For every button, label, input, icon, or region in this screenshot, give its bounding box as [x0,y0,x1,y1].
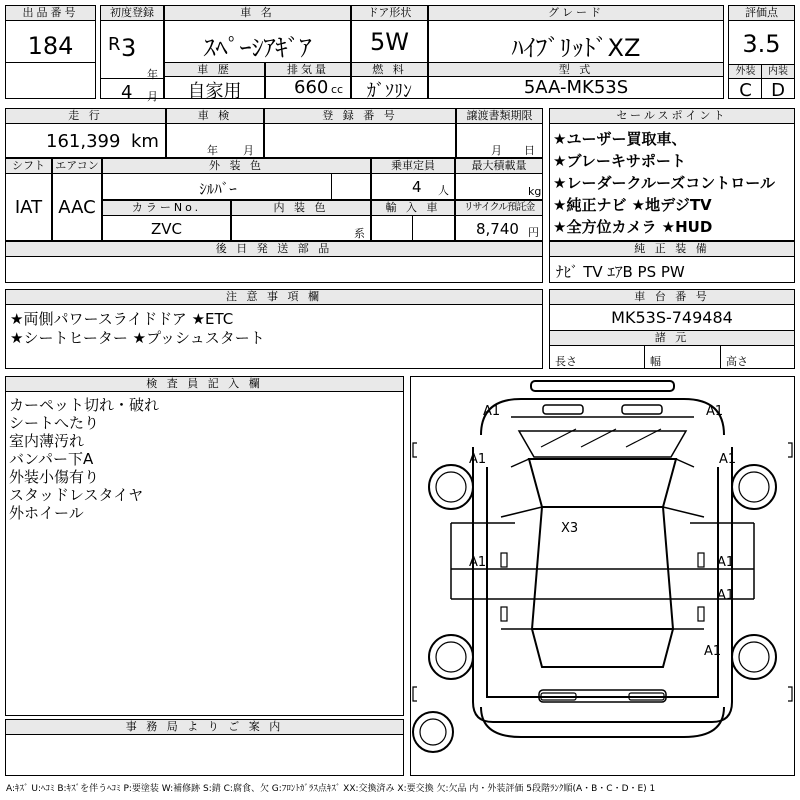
lot-number: 184 [27,32,74,60]
fuel-label: 燃 料 [352,63,427,77]
int-color-unit: 系 [354,227,365,240]
load-box [455,158,543,200]
car-name: ｽﾍﾟｰｼｱｷﾞｱ [203,34,312,62]
length-label: 長さ [555,355,577,368]
int-label: 内装 [762,65,794,79]
inspection-box [166,108,264,158]
inspector-label: 検 査 員 記 入 欄 [6,377,403,392]
car-diagram [410,376,795,776]
transfer-box [456,108,543,158]
inspector-note: 外ホイール [9,504,84,522]
air-conditioner: AAC [58,197,96,218]
inspector-note: シートへたり [9,414,100,432]
equipment-box [549,241,795,283]
sales-point: ★ユーザー買取車、 [553,130,687,148]
int-grade: D [771,80,785,101]
color-box [102,158,371,200]
mark-front-left: A1 [483,404,501,419]
model: 5AA-MK53S [523,77,629,98]
int-color-label: 内 装 色 [232,201,370,216]
dims-box [549,330,795,369]
score: 3.5 [742,30,781,58]
caution-line: ★シートヒーター ★プッシュスタート [10,329,265,347]
color-label: 外 装 色 [103,159,370,174]
legend-footer: A:ｷｽﾞ U:ﾍｺﾐ B:ｷｽﾞを伴うﾍｺﾐ P:要塗装 W:補修跡 S:錆 C:腐食、欠 G:ﾌﾛﾝﾄｶﾞﾗｽ点ｷｽﾞ XX:交換済み X:要交換 欠:欠品 内・外装評価 5段階ﾗﾝｸ順(A・B・C・D・E) 1 [6,784,656,794]
era: R [108,34,121,55]
load-label: 最大積載量 [456,159,542,174]
km-unit: km [131,131,159,152]
mark-quarter-right: A1 [704,644,722,659]
model-label: 型 式 [429,63,723,77]
ac-label: エアコン [53,159,101,174]
displacement-box [265,62,351,99]
shift-label: シフト [6,159,51,174]
sales-point: ★レーダークルーズコントロール [553,174,775,192]
plate-label: 登 録 番 号 [265,109,455,124]
transfer-month-unit: 月 [491,144,502,157]
mileage-box [5,108,166,158]
year-unit: 年 [147,68,158,81]
shift-box [5,158,52,241]
caution-box [5,289,543,369]
mark-rear-door-right: A1 [717,588,735,603]
equipment: ﾅﾋﾞ TV ｴｱB PS PW [556,263,685,281]
month-num: 4 [121,82,133,103]
sales-points-label: セールスポイント [550,109,794,124]
cc-unit: cc [331,83,344,96]
caution-line: ★両側パワースライドドア ★ETC [10,310,234,328]
door-type: 5W [370,28,409,56]
ac-box [52,158,102,241]
later-parts-box [5,241,543,283]
inspection-month-unit: 月 [243,144,254,157]
fuel: ｶﾞｿﾘﾝ [367,81,412,102]
inspector-note: 室内薄汚れ [9,432,85,450]
mark-front-right: A1 [706,404,724,419]
recycle-box [455,200,543,241]
grade-box [428,5,724,63]
first-registration-box [100,5,164,103]
height-label: 高さ [726,355,748,368]
inspection-label: 車 検 [167,109,263,124]
chassis-label: 車 台 番 号 [550,290,794,305]
later-parts-label: 後 日 発 送 部 品 [6,242,542,257]
office-label: 事 務 局 よ り ご 案 内 [6,720,403,735]
fuel-box [351,62,428,102]
mark-roof: X3 [561,521,579,536]
transfer-label: 譲渡書類期限 [457,109,542,124]
month-unit: 月 [147,90,158,103]
grade-label: グレード [429,6,723,21]
color-no-label: カラーNo. [103,201,230,216]
plate-box [264,108,456,158]
car-outline-svg [411,377,794,775]
recycle-unit: 円 [528,226,539,239]
inspection-year-unit: 年 [207,144,218,157]
caution-label: 注 意 事 項 欄 [6,290,542,305]
import-box [371,200,455,241]
recycle-fee: 8,740 [476,220,519,238]
mileage-label: 走 行 [6,109,165,124]
history: 自家用 [187,81,242,102]
int-color-box [231,200,371,241]
transfer-day-unit: 日 [524,144,535,157]
equipment-label: 純 正 装 備 [550,242,794,257]
chassis-box [549,289,795,331]
width-label: 幅 [650,355,661,368]
capacity-box [371,158,455,200]
dims-label: 諸 元 [550,331,794,346]
car-name-label: 車 名 [165,6,350,21]
ext-grade: C [739,80,752,101]
inspector-note: 外装小傷有り [9,468,100,486]
inspector-note: スタッドレスタイヤ [9,486,144,504]
door-label: ドア形状 [352,6,427,21]
score-box [728,5,795,99]
inspector-box [5,376,404,716]
mark-door-left: A1 [469,555,487,570]
year-num: 3 [121,34,137,62]
capacity-label: 乗車定員 [372,159,454,174]
load-unit: kg [528,185,542,198]
ext-label: 外装 [729,65,762,79]
mark-fender-right: A1 [719,452,737,467]
office-box [5,719,404,776]
sales-point: ★純正ナビ ★地デジTV [553,196,712,214]
recycle-label: リサイクル預託金 [456,201,542,216]
mileage: 161,399 [46,131,121,152]
sales-points-box [549,108,795,241]
car-name-box [164,5,351,63]
shift: IAT [14,197,43,218]
color-no-box [102,200,231,241]
first-reg-label: 初度登録 [101,6,163,21]
mark-door-right: A1 [717,555,735,570]
displacement: 660 [294,77,329,98]
mark-fender-left: A1 [469,452,487,467]
history-label: 車 歴 [165,63,264,77]
inspector-note: バンパー下A [9,450,94,468]
sales-point: ★全方位カメラ ★HUD [553,218,713,236]
model-box [428,62,724,99]
grade: ﾊｲﾌﾞﾘｯﾄﾞXZ [511,34,641,62]
color-number: ZVC [150,220,182,238]
lot-box [5,5,96,99]
lot-label: 出品番号 [6,6,95,21]
sales-point: ★ブレーキサポート [553,152,686,170]
inspector-note: カーペット切れ・破れ [9,396,160,414]
import-label: 輸 入 車 [372,201,454,216]
chassis-number: MK53S-749484 [611,308,733,327]
capacity: 4 [412,178,422,196]
capacity-unit: 人 [438,184,449,197]
displacement-label: 排気量 [266,63,350,77]
body-color: ｼﾙﾊﾞｰ [199,180,237,198]
door-box [351,5,428,63]
score-label: 評価点 [729,6,794,21]
history-box [164,62,265,102]
